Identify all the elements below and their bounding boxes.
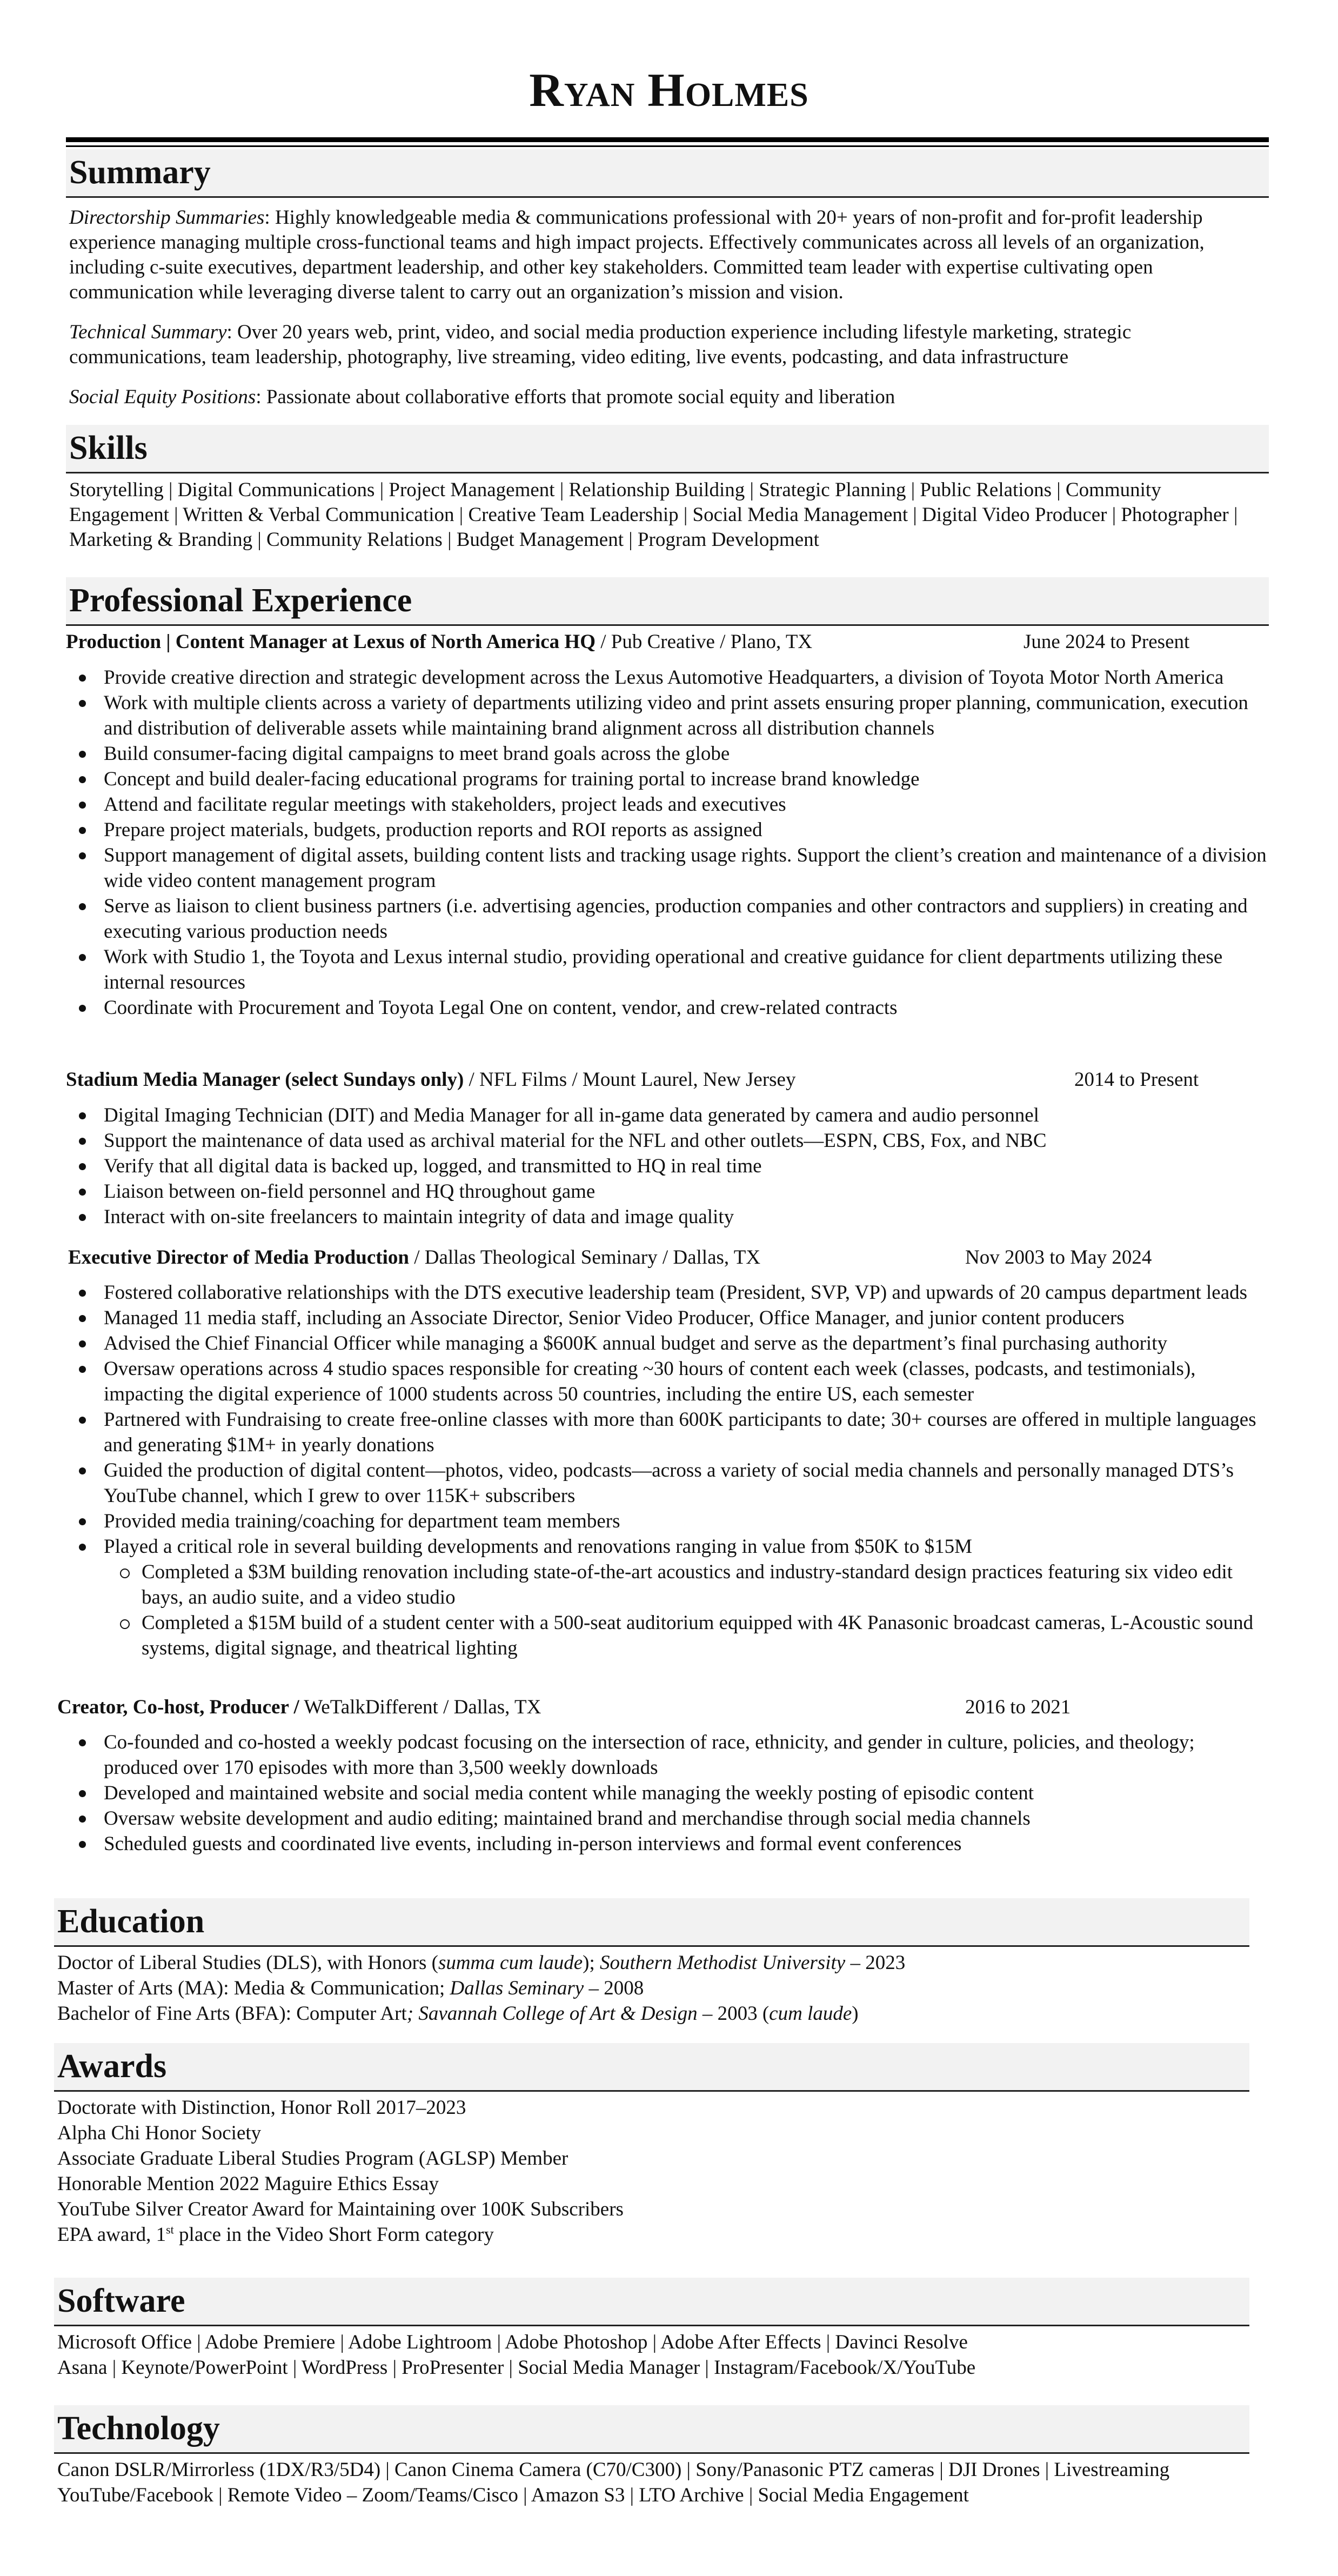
list-item: Serve as liaison to client business partners (i.e. advertising agencies, production companies and other contractors and suppliers) in creating and executing various production needs [66,893,1271,944]
award-item: YouTube Silver Creator Award for Maintaining over 100K Subscribers [57,2198,624,2220]
list-item: Verify that all digital data is backed up, logged, and transmitted to HQ in real time [66,1153,1271,1179]
award-text: place in the Video Short Form category [173,2224,494,2246]
job-lexus-dates: June 2024 to Present [1023,631,1190,653]
job-wtd-dates: 2016 to 2021 [965,1696,1071,1718]
technology-list [57,2457,1246,2508]
job-dts-org: / Dallas Theological Seminary / Dallas, TX [409,1246,761,1269]
list-item: Oversaw website development and audio editing; maintained brand and merchandise through social media channels [66,1806,1271,1831]
list-item: Fostered collaborative relationships with the DTS executive leadership team (President, SVP, VP) and upwards of 20 campus department leads [66,1280,1271,1305]
list-item: Liaison between on-field personnel and HQ throughout game [66,1179,1271,1204]
section-education-heading: Education [54,1898,1249,1947]
directorship-label: Directorship Summaries [69,206,265,229]
job-wtd-heading [57,1695,541,1720]
job-nfl-bullets [66,1103,1271,1230]
technical-label: Technical Summary [69,321,227,343]
award-item: Alpha Chi Honor Society [57,2122,262,2144]
skills-text: Storytelling | Digital Communications | Project Management | Relationship Building | Strategic Planning | Public Relations | Community Engagement | Written & Verbal Communication | Creative Team Leadership | Social Media Management | Digital Video Producer | Photographer | Marketing & Branding | Community Relations | Budget Management | Program Development [69,479,1238,551]
job-lexus-heading [66,630,812,655]
candidate-name: Ryan Holmes [529,64,809,117]
job-nfl-title: Stadium Media Manager (select Sundays only) [66,1069,464,1091]
header-rule-thin [66,145,1269,147]
edu-text: ); [583,1952,600,1974]
award-text: EPA award, 1 [57,2224,166,2246]
job-dts-sub-bullets [66,1559,1271,1661]
job-dts-dates: Nov 2003 to May 2024 [965,1246,1152,1269]
education-item-ma [57,1976,1246,2001]
award-item: Doctorate with Distinction, Honor Roll 2017–2023 [57,2097,466,2119]
edu-text: ) [852,2003,859,2025]
list-item: Work with Studio 1, the Toyota and Lexus internal studio, providing operational and creative guidance for client departments utilizing these internal resources [66,944,1271,995]
list-item: Scheduled guests and coordinated live events, including in-person interviews and formal event conferences [66,1831,1271,1857]
sub-list-item: Completed a $3M building renovation including state-of-the-art acoustics and industry-standard design practices featuring six video edit bays, an audio suite, and a video studio [66,1559,1271,1610]
sub-list-item: Completed a $15M build of a student center with a 500-seat auditorium equipped with 4K Panasonic broadcast cameras, L-Acoustic sound systems, digital signage, and theatrical lighting [66,1610,1271,1661]
edu-honors: cum laude [769,2003,852,2025]
edu-school: ; Savannah College of Art & Design [406,2003,698,2025]
edu-text: Master of Arts (MA): Media & Communication; [57,1977,450,1999]
education-item-bfa [57,2001,1246,2026]
job-lexus-title: Production | Content Manager at Lexus of North America HQ [66,631,596,653]
award-superscript: st [166,2223,174,2237]
edu-year: – 2023 [845,1952,906,1974]
section-awards-heading: Awards [54,2043,1249,2092]
education-item-dls [57,1950,1246,1976]
list-item: Advised the Chief Financial Officer while managing a $600K annual budget and serve as the department’s final purchasing authority [66,1331,1271,1356]
education-list [57,1950,1246,2026]
list-item: Interact with on-site freelancers to maintain integrity of data and image quality [66,1204,1271,1230]
section-software-heading: Software [54,2278,1249,2326]
header-rule-thick [66,137,1269,142]
job-lexus-org: / Pub Creative / Plano, TX [596,631,813,653]
software-line: Microsoft Office | Adobe Premiere | Adobe Lightroom | Adobe Photoshop | Adobe After Effects | Davinci Resolve [57,2331,968,2353]
edu-school: Southern Methodist University [599,1952,846,1974]
job-nfl-org: / NFL Films / Mount Laurel, New Jersey [464,1069,796,1091]
award-item: Honorable Mention 2022 Maguire Ethics Essay [57,2173,439,2195]
awards-list [57,2095,1246,2247]
technology-line: YouTube/Facebook | Remote Video – Zoom/Teams/Cisco | Amazon S3 | LTO Archive | Social Media Engagement [57,2484,969,2506]
edu-year: – 2003 ( [697,2003,770,2025]
section-technology-heading: Technology [54,2405,1249,2454]
section-summary-heading: Summary [66,149,1269,198]
job-wtd-title: Creator, Co-host, Producer / [57,1696,299,1718]
list-item: Support the maintenance of data used as archival material for the NFL and other outlets—ESPN, CBS, Fox, and NBC [66,1128,1271,1153]
list-item: Prepare project materials, budgets, production reports and ROI reports as assigned [66,817,1271,843]
edu-text: Bachelor of Fine Arts (BFA): Computer Art [57,2003,407,2025]
technical-text: : Over 20 years web, print, video, and social media production experience including lifestyle marketing, strategic communications, team leadership, photography, live streaming, video editing, live events, podcasting, and data infrastructure [69,321,1132,368]
list-item: Provide creative direction and strategic development across the Lexus Automotive Headquarters, a division of Toyota Motor North America [66,665,1271,690]
list-item: Managed 11 media staff, including an Associate Director, Senior Video Producer, Office Manager, and junior content producers [66,1305,1271,1331]
job-nfl-dates: 2014 to Present [1074,1069,1199,1091]
technology-line: Canon DSLR/Mirrorless (1DX/R3/5D4) | Canon Cinema Camera (C70/C300) | Sony/Panasonic PTZ cameras | DJI Drones | Livestreaming [57,2459,1170,2481]
list-item: Guided the production of digital content—photos, video, podcasts—across a variety of social media channels and personally managed DTS’s YouTube channel, which I grew to over 115K+ subscribers [66,1458,1271,1509]
job-lexus-bullets [66,665,1271,1020]
software-line: Asana | Keynote/PowerPoint | WordPress | ProPresenter | Social Media Manager | Instagram/Facebook/X/YouTube [57,2357,976,2379]
list-item: Provided media training/coaching for department team members [66,1509,1271,1534]
award-item-epa [57,2222,1246,2247]
list-item: Oversaw operations across 4 studio spaces responsible for creating ~30 hours of content each week (classes, podcasts, and testimonials), impacting the digital experience of 1000 students across 50 countries, including the entire US, each semester [66,1356,1271,1407]
summary-technical [69,320,1258,370]
job-dts-heading [68,1245,760,1270]
section-skills-heading: Skills [66,425,1269,473]
edu-school: Dallas Seminary [450,1977,584,1999]
edu-honors: summa cum laude [438,1952,583,1974]
list-item: Partnered with Fundraising to create free-online classes with more than 600K participants to date; 30+ courses are offered in multiple languages and generating $1M+ in yearly donations [66,1407,1271,1458]
edu-text: Doctor of Liberal Studies (DLS), with Honors ( [57,1952,438,1974]
section-experience-heading: Professional Experience [66,577,1269,626]
list-item: Co-founded and co-hosted a weekly podcast focusing on the intersection of race, ethnicity, and gender in culture, policies, and theology; produced over 170 episodes with more than 3,500 weekly downloads [66,1730,1271,1780]
job-wtd-bullets [66,1730,1271,1857]
list-item: Concept and build dealer-facing educational programs for training portal to increase brand knowledge [66,766,1271,792]
list-item: Attend and facilitate regular meetings with stakeholders, project leads and executives [66,792,1271,817]
award-item: Associate Graduate Liberal Studies Program (AGLSP) Member [57,2147,568,2170]
equity-text: : Passionate about collaborative efforts that promote social equity and liberation [256,386,895,408]
software-list [57,2330,1246,2380]
edu-year: – 2008 [584,1977,644,1999]
list-item-text: Played a critical role in several building developments and renovations ranging in value from $50K to $15M [104,1536,973,1558]
list-item: Work with multiple clients across a variety of departments utilizing video and print assets ensuring proper planning, communication, execution and distribution of deliverable assets while maintaining brand alignment across all distribution channels [66,690,1271,741]
list-item: Support management of digital assets, building content lists and tracking usage rights. Support the client’s creation and maintenance of a division wide video content management program [66,843,1271,893]
list-item: Digital Imaging Technician (DIT) and Media Manager for all in-game data generated by camera and audio personnel [66,1103,1271,1128]
job-dts-title: Executive Director of Media Production [68,1246,409,1269]
summary-block [69,205,1258,410]
job-nfl-heading [66,1067,795,1092]
job-wtd-org: WeTalkDifferent / Dallas, TX [299,1696,541,1718]
job-dts-bullets [66,1280,1271,1661]
list-item: Coordinate with Procurement and Toyota Legal One on content, vendor, and crew-related contracts [66,995,1271,1020]
list-item: Build consumer-facing digital campaigns to meet brand goals across the globe [66,741,1271,766]
equity-label: Social Equity Positions [69,386,256,408]
list-item: Developed and maintained website and social media content while managing the weekly posting of episodic content [66,1780,1271,1806]
list-item [66,1534,1271,1661]
directorship-text: : Highly knowledgeable media & communications professional with 20+ years of non-profit and for-profit leadership experience managing multiple cross-functional teams and high impact projects. Effectively communicates across all levels of an organization, including c-suite executives, department leadership, and other key stakeholders. Committed team leader with expertise cultivating open communication while leveraging diverse talent to carry out an organization’s mission and vision. [69,206,1205,303]
summary-directorship [69,205,1258,305]
summary-equity [69,385,1258,410]
